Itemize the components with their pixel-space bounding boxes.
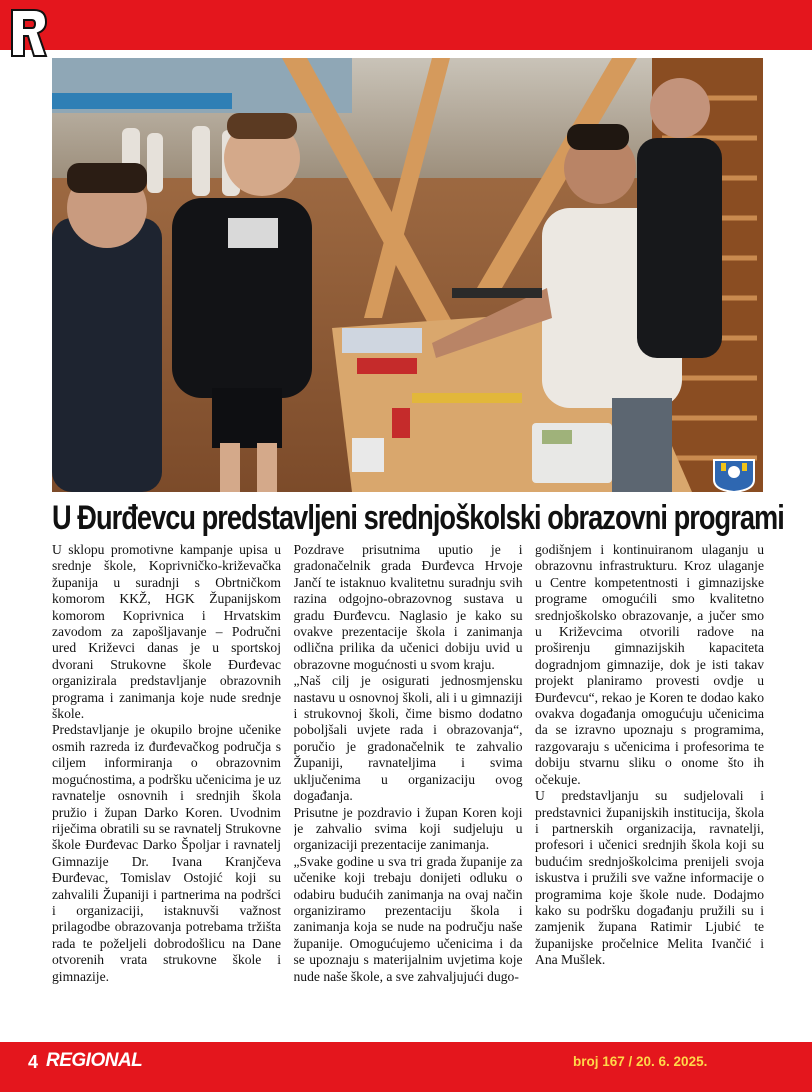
paragraph: U sklopu promotivne kampanje upisa u srednje škole, Koprivničko-križevačka županija u suradnji s Obrtničkom komorom KKŽ, HGK Županijskom komorom Koprivnica i Hrvatskim zavodom za zapošljavanje – Područni ured Križevci danas je u sportskoj dvorani Strukovne škole Đurđevac organizirala predstavljanje obrazovnih programa i zanimanja koje nude srednje škole. (52, 542, 281, 722)
paragraph: U predstavljanju su sudjelovali i predstavnici županijskih institucija, škola i partnerskih organizacija, ravnatelji, profesori i učenici srednjih škola koji su budućim srednjoškolcima prenijeli svoja iskustva i pružili sve važne informacije o programima koje škole nude. Dodajmo kako su podršku događanju pružili su i zamjenik župana Ratimir Ljubić te županijske pročelnice Melita Ivančić i Ana Mušlek. (535, 788, 764, 968)
paragraph: godišnjem i kontinuiranom ulaganju u obrazovnu infrastrukturu. Kroz ulaganje u Centre kompetentnosti i gimnazijske programe omogućili smo kvalitetno srednjoškolsko obrazovanje, a jučer smo u Križevcima otvorili radove na proširenju gimnazijskih kapaciteta dogradnjom gimnazije, dok je isti takav projekt planiramo provesti ovdje u Đurđevcu“, rekao je Koren te dodao kako ovakva događanja omogućuju učenicima da se izravno upoznaju s programima, razgovaraju s učenicima i profesorima te dobiju stvarnu sliku o onome što ih očekuje. (535, 542, 764, 787)
paragraph: „Svake godine u sva tri grada županije za učenike koji trebaju donijeti odluku o odabiru budućih zanimanja na ovaj način organiziramo prezentaciju škola i zanimanja koja se nude na području naše županije. Omogućujemo učenicima i da se upoznaju s materijalnim uvjetima koje nude naše škole, a sve zahvaljujući dugo- (293, 853, 523, 984)
paragraph: Prisutne je pozdravio i župan Koren koji je zahvalio svima koji sudjeluju u organizaciji prezentacije zanimanja. (293, 804, 523, 853)
issue-info: broj 167 / 20. 6. 2025. (573, 1054, 708, 1069)
article-photo (52, 58, 763, 492)
bottom-red-bar (0, 1042, 812, 1092)
paragraph: „Naš cilj je osigurati jednosmjensku nastavu u osnovnoj školi, ali i u gimnaziji i strukovnoj školi, čime bismo dodatno poboljšali uvjete rada i obrazovanja“, poručio je gradonačelnik te zahvalio Županiji, ravnateljima i svima uključenima u organizaciju ovog događanja. (293, 673, 523, 804)
durdevac-coat-of-arms-icon (714, 460, 754, 492)
paragraph: Pozdrave prisutnima uputio je i gradonačelnik grada Đurđevca Hrvoje Jančí te istaknuo kvalitetnu suradnju svih razina odgojno-obrazovnog sustava u gradu Đurđevcu. Naglasio je kako su ovakve prezentacije škola i zanimanja odlična prilika da učenici dobiju uvid u obrazovne mogućnosti u svom kraju. (293, 542, 523, 672)
magazine-logo: REGIONAL (46, 1050, 143, 1071)
article-title: U Đurđevcu predstavljeni srednjoškolski obrazovni programi (52, 499, 784, 537)
article-column-1 (52, 542, 281, 1032)
article-body (52, 542, 764, 1032)
regional-r-logo-icon (10, 8, 48, 58)
page-number: 4 (28, 1052, 39, 1072)
top-red-bar (0, 0, 812, 50)
article-column-2 (294, 542, 523, 1032)
article-column-3 (535, 542, 764, 1032)
paragraph: Predstavljanje je okupilo brojne učenike osmih razreda iz đurđevačkog područja s ciljem informiranja o obrazovnim mogućnostima, a podršku učenicima je uz ravnatelje osnovnih i srednjih škola pružio i župan Darko Koren. Uvodnim riječima obratili su se ravnatelj Strukovne škole Đurđevac Darko Špoljar i ravnatelj Gimnazije Dr. Ivana Kranjčeva Đurđevac, Tomislav Ostojić koji su zahvalili Županiji i partnerima na podršci i organizaciji, istaknuvši važnost prilagodbe obrazovanja potrebama tržišta rada te poželjeli dobrodošlicu na Dane otvorenih vrata strukovne škole i gimnazije. (52, 722, 281, 984)
students-with-soldering-station-photo (52, 58, 763, 492)
